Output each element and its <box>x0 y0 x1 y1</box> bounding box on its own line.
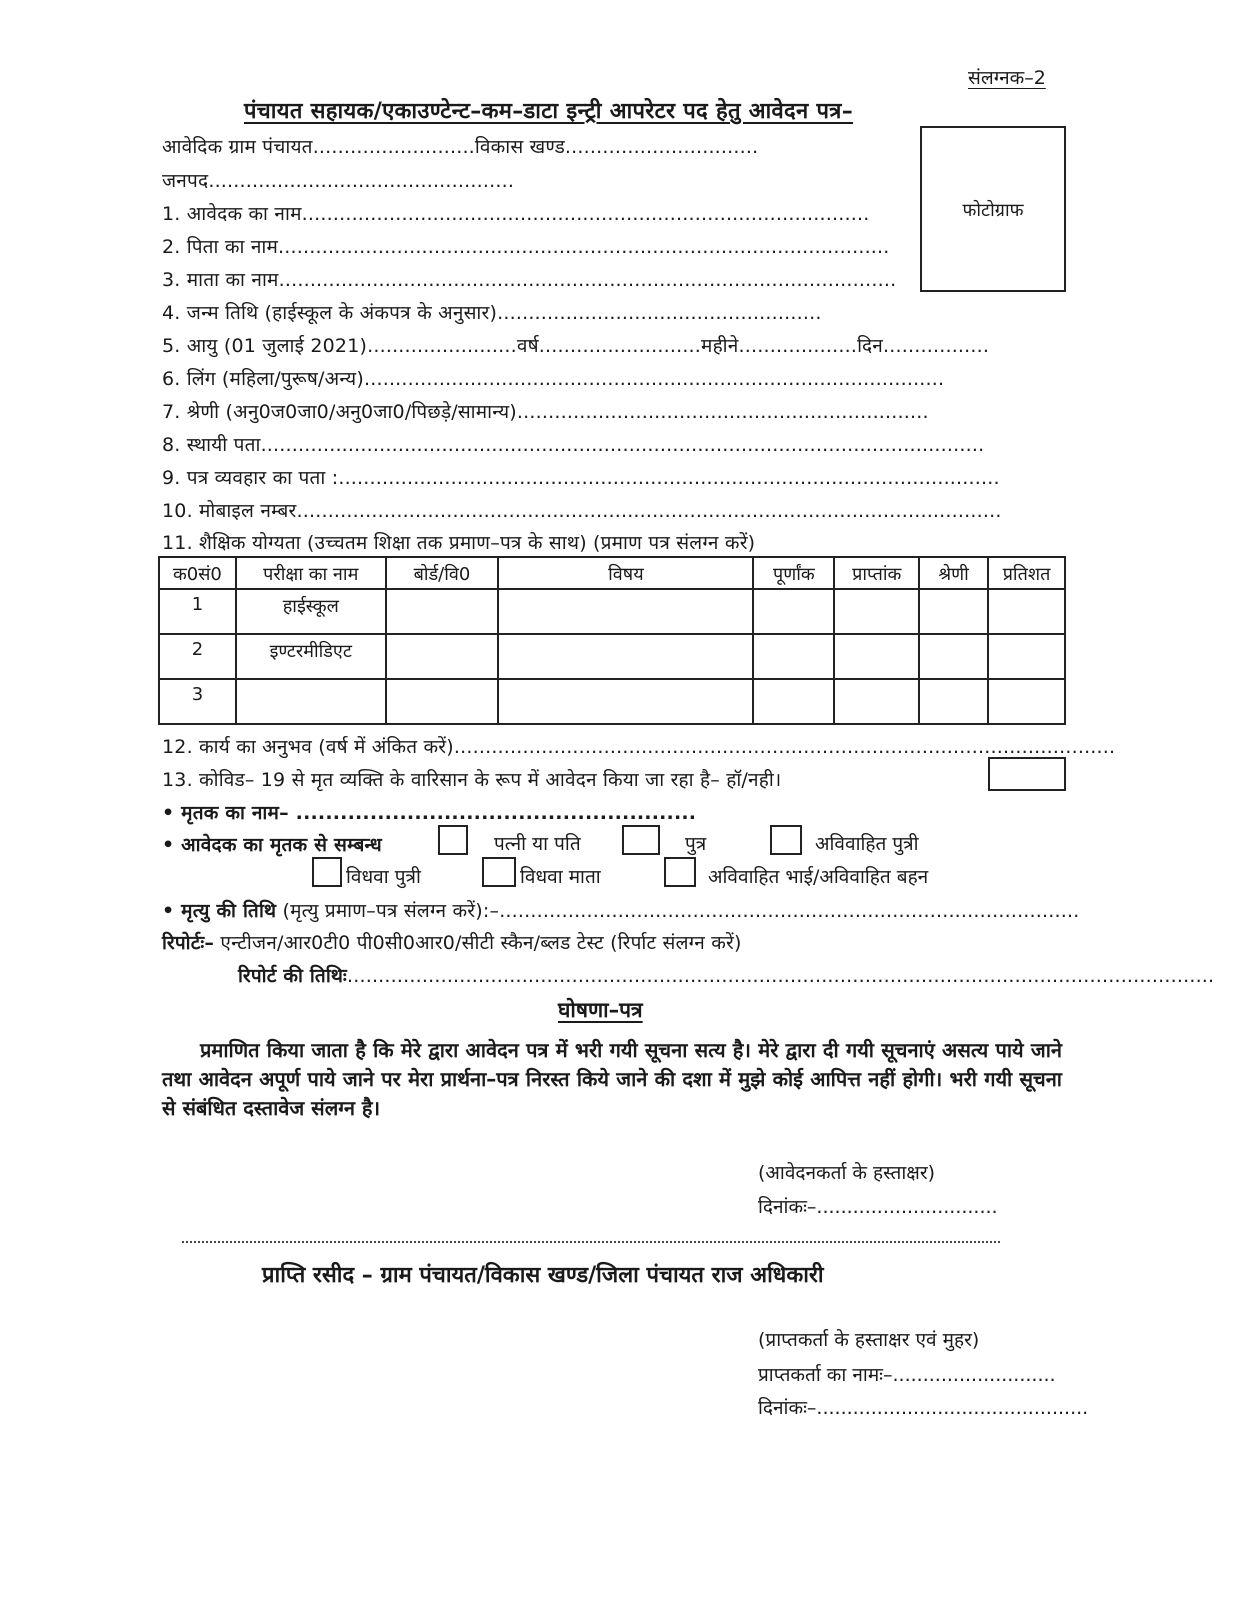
table-cell[interactable] <box>236 679 386 724</box>
table-cell[interactable] <box>386 679 499 724</box>
receiver-name-field[interactable]: प्राप्तकर्ता का नामः–........................... <box>758 1364 1056 1386</box>
widow-daughter-label: विधवा पुत्री <box>346 866 421 888</box>
col-exam-name: परीक्षा का नाम <box>236 557 386 589</box>
declaration-heading: घोषणा–पत्र <box>558 998 643 1022</box>
birth-date-field[interactable]: 4. जन्म तिथि (हाईस्कूल के अंकपत्र के अनुसार).................................................... <box>162 302 822 324</box>
unmarried-sibling-label: अविवाहित भाई/अविवाहित बहन <box>708 866 929 888</box>
death-date-field[interactable] <box>162 897 1079 923</box>
table-cell[interactable] <box>834 634 919 679</box>
report-types: एन्टीजन/आर0टी0 पी0सी0आर0/सीटी स्कैन/ब्लड टेस्ट (रिर्पाट संलग्न करें) <box>220 932 742 954</box>
table-row <box>159 589 1065 634</box>
covid-heir-question: 13. कोविड– 19 से मृत व्यक्ति के वारिसान के रूप में आवेदन किया जा रहा है– हॉ/नही। <box>162 769 782 791</box>
col-serial: क0सं0 <box>159 557 236 589</box>
receiver-signature-label: (प्राप्तकर्ता के हस्ताक्षर एवं मुहर) <box>758 1329 980 1351</box>
table-cell: इण्टरमीडिएट <box>236 634 386 679</box>
table-cell[interactable] <box>753 634 834 679</box>
table-cell[interactable] <box>498 634 753 679</box>
table-cell: 2 <box>159 634 236 679</box>
table-cell[interactable] <box>988 634 1065 679</box>
table-row <box>159 679 1065 724</box>
unmarried-sibling-checkbox[interactable] <box>664 857 696 887</box>
table-cell[interactable] <box>988 589 1065 634</box>
table-cell[interactable] <box>919 679 988 724</box>
table-row <box>159 634 1065 679</box>
table-cell: हाईस्कूल <box>236 589 386 634</box>
report-label: रिपोर्टः– <box>162 932 215 954</box>
death-date-label: • मृत्यु की तिथि <box>162 900 277 922</box>
unmarried-daughter-label: अविवाहित पुत्री <box>815 833 919 855</box>
relation-label: • आवेदक का मृतक से सम्बन्ध <box>162 834 382 856</box>
annexure-label: संलग्नक–2 <box>968 67 1046 89</box>
table-cell: 1 <box>159 589 236 634</box>
category-field[interactable]: 7. श्रेणी (अनु0ज0जा0/अनु0जा0/पिछड़े/सामान्य).................................................................. <box>162 401 929 423</box>
col-division: श्रेणी <box>919 557 988 589</box>
correspondence-address-field[interactable]: 9. पत्र व्यवहार का पता :.......................................................................................................... <box>162 467 1000 489</box>
son-label: पुत्र <box>685 833 707 855</box>
gram-panchayat-field[interactable]: आवेदिक ग्राम पंचायत..........................विकास खण्ड............................... <box>162 136 759 158</box>
table-cell[interactable] <box>919 634 988 679</box>
table-cell[interactable] <box>498 589 753 634</box>
deceased-name-text: • मृतक का नाम– <box>162 802 289 824</box>
table-cell[interactable] <box>919 589 988 634</box>
table-cell[interactable] <box>988 679 1065 724</box>
receiver-date-field[interactable]: दिनांकः–............................................. <box>758 1397 1089 1419</box>
education-heading: 11. शैक्षिक योग्यता (उच्चतम शिक्षा तक प्रमाण–पत्र के साथ) (प्रमाण पत्र संलग्न करें) <box>162 532 756 554</box>
declaration-text: प्रमाणित किया जाता है कि मेरे द्वारा आवेदन पत्र में भरी गयी सूचना सत्य है। मेरे द्वारा दी गयी सूचनाएं असत्य पाये जाने तथा आवेदन अपूर्ण पाये जाने पर मेरा प्रार्थना–पत्र निरस्त किये जाने की दशा में मुझे कोई आपित्त नहीं होगी। भरी गयी सूचना से संबंधित दस्तावेज संलग्न है। <box>162 1038 1062 1120</box>
table-cell[interactable] <box>834 589 919 634</box>
report-date-label: रिपोर्ट की तिथिः <box>238 965 347 987</box>
son-checkbox[interactable] <box>622 825 660 855</box>
col-obtained-marks: प्राप्तांक <box>834 557 919 589</box>
widow-mother-checkbox[interactable] <box>482 857 516 887</box>
covid-heir-answer-box[interactable] <box>988 757 1066 791</box>
col-percentage: प्रतिशत <box>988 557 1065 589</box>
widow-mother-label: विधवा माता <box>520 866 601 888</box>
work-experience-field[interactable]: 12. कार्य का अनुभव (वर्ष में अंकित करें).......................................................................................................... <box>162 736 1116 758</box>
janpad-field[interactable]: जनपद................................................. <box>162 170 515 192</box>
unmarried-daughter-checkbox[interactable] <box>770 825 802 855</box>
cut-line-divider <box>182 1241 1000 1243</box>
receipt-heading: प्राप्ति रसीद – ग्राम पंचायत/विकास खण्ड/जिला पंचायत राज अधिकारी <box>262 1263 824 1288</box>
report-line <box>162 929 742 955</box>
report-date-field[interactable] <box>238 962 1214 988</box>
report-date-dots: ........................................................................................................................................... <box>346 965 1215 987</box>
table-header-row <box>159 557 1065 589</box>
mobile-number-field[interactable]: 10. मोबाइल नम्बर................................................................................................................. <box>162 500 1002 522</box>
applicant-date-field[interactable]: दिनांकः–.............................. <box>758 1196 998 1218</box>
father-name-field[interactable]: 2. पिता का नाम.................................................................................................. <box>162 236 890 258</box>
education-table <box>158 556 1066 725</box>
table-cell[interactable] <box>498 679 753 724</box>
table-cell[interactable] <box>753 679 834 724</box>
photograph-box[interactable] <box>920 126 1066 292</box>
applicant-signature-label: (आवेदनकर्ता के हस्ताक्षर) <box>758 1162 936 1184</box>
table-cell[interactable] <box>386 589 499 634</box>
table-cell[interactable] <box>834 679 919 724</box>
spouse-label: पत्नी या पति <box>494 833 581 855</box>
mother-name-field[interactable]: 3. माता का नाम................................................................................................... <box>162 269 897 291</box>
form-title: पंचायत सहायक/एकाउण्टेन्ट–कम–डाटा इन्ट्री आपरेटर पद हेतु आवेदन पत्र– <box>244 99 854 124</box>
death-date-rest: (मृत्यु प्रमाण–पत्र संलग्न करें):–............................................................................................. <box>282 900 1080 922</box>
widow-daughter-checkbox[interactable] <box>312 857 342 887</box>
deceased-name-label <box>162 799 696 825</box>
table-cell[interactable] <box>753 589 834 634</box>
deceased-name-dots[interactable]: ...................................................... <box>295 802 697 824</box>
gender-field[interactable]: 6. लिंग (महिला/पुरूष/अन्य)............................................................................................. <box>162 368 945 390</box>
col-subject: विषय <box>498 557 753 589</box>
col-board: बोर्ड/वि0 <box>386 557 499 589</box>
col-max-marks: पूर्णांक <box>753 557 834 589</box>
table-cell: 3 <box>159 679 236 724</box>
permanent-address-field[interactable]: 8. स्थायी पता.................................................................................................................... <box>162 434 985 456</box>
table-cell[interactable] <box>386 634 499 679</box>
spouse-checkbox[interactable] <box>438 825 468 855</box>
age-field[interactable]: 5. आयु (01 जुलाई 2021)........................वर्ष..........................महीने...................दिन................. <box>162 335 990 357</box>
photograph-label: फोटोग्राफ <box>962 200 1024 221</box>
applicant-name-field[interactable]: 1. आवेदक का नाम........................................................................................... <box>162 203 870 225</box>
